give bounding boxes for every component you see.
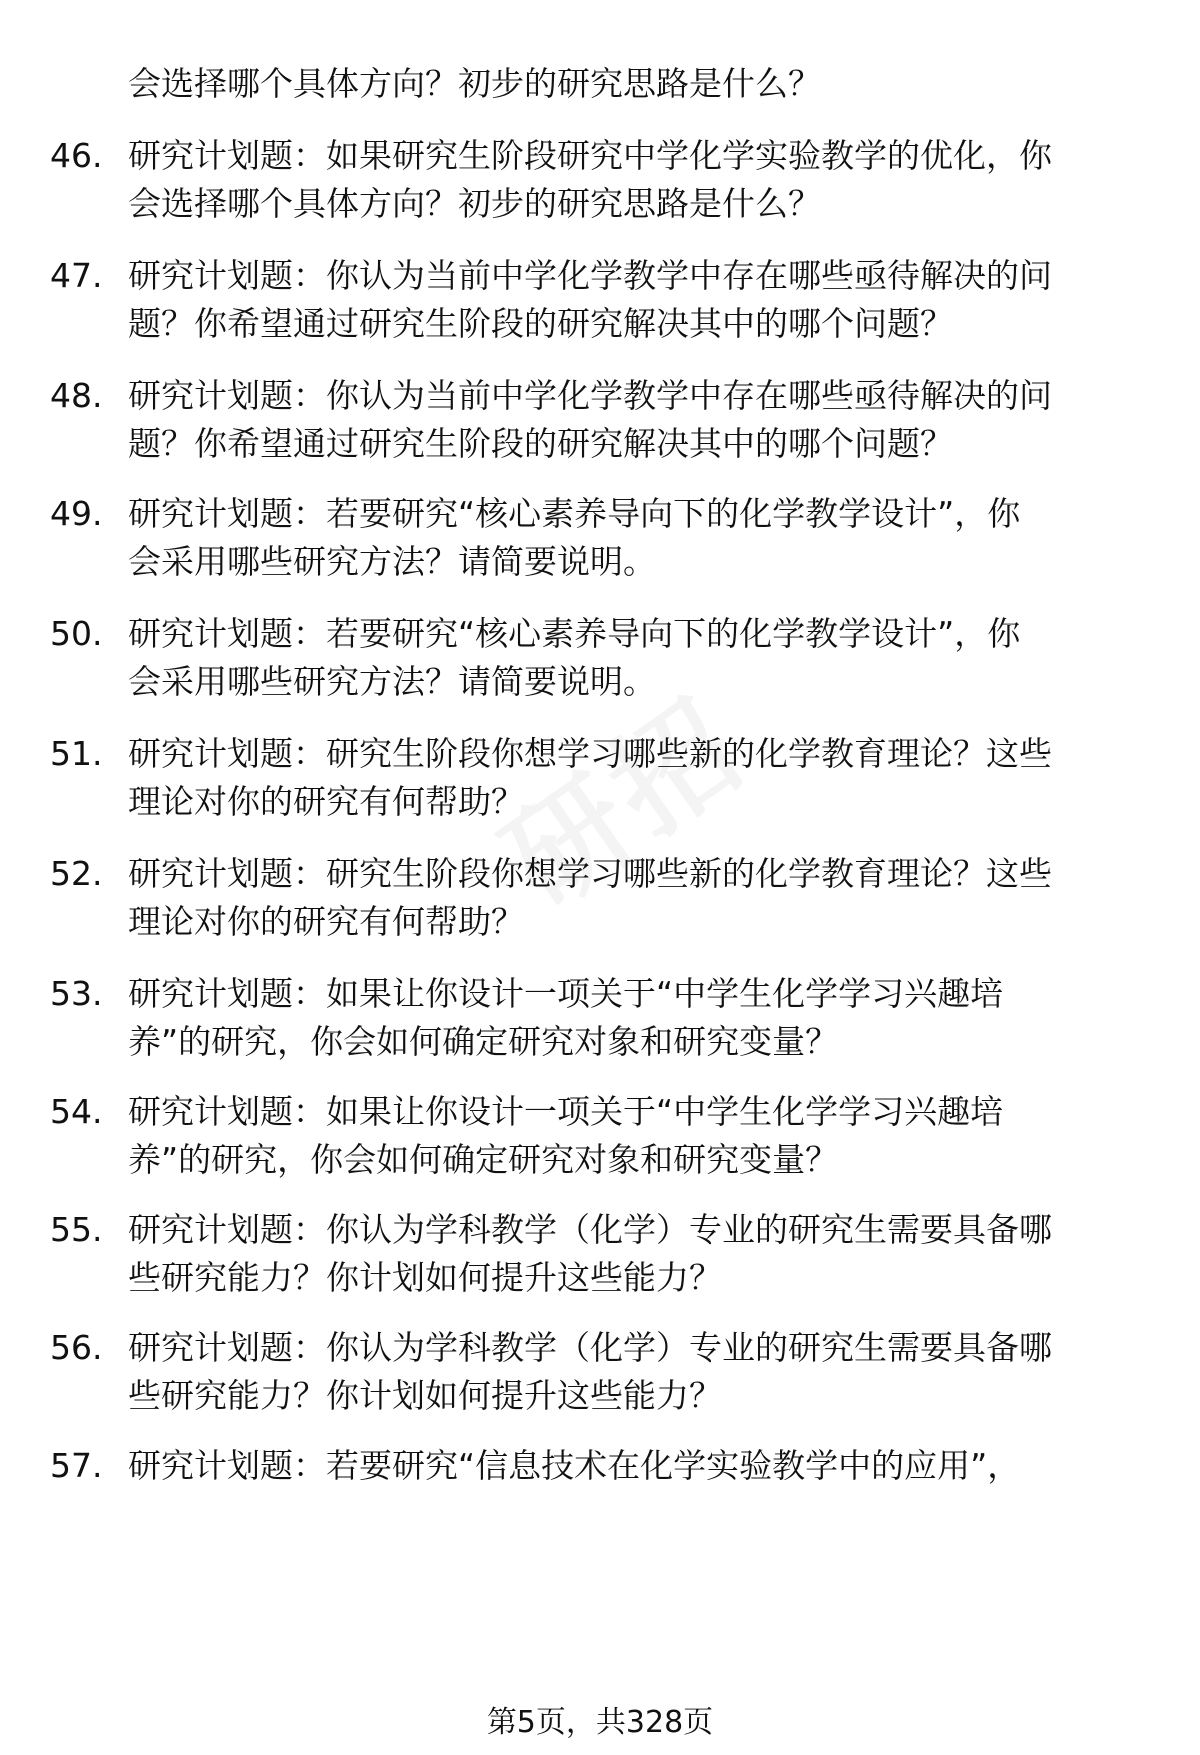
question-line: 研究计划题：你认为当前中学化学教学中存在哪些亟待解决的问 bbox=[128, 376, 1052, 415]
question-item bbox=[50, 1442, 1150, 1490]
question-number: 49. bbox=[50, 494, 103, 533]
question-number: 52. bbox=[50, 854, 103, 893]
question-line: 研究计划题：若要研究“核心素养导向下的化学教学设计”，你 bbox=[128, 614, 1021, 653]
question-number: 55. bbox=[50, 1210, 103, 1249]
question-line: 研究计划题：若要研究“信息技术在化学实验教学中的应用”， bbox=[128, 1446, 1021, 1485]
question-line: 研究计划题：研究生阶段你想学习哪些新的化学教育理论？这些 bbox=[128, 734, 1052, 773]
question-number: 57. bbox=[50, 1446, 103, 1485]
question-number: 46. bbox=[50, 136, 103, 175]
question-line: 养”的研究，你会如何确定研究对象和研究变量？ bbox=[128, 1022, 839, 1061]
question-text bbox=[128, 730, 1138, 826]
question-item bbox=[50, 1324, 1150, 1420]
question-line: 题？你希望通过研究生阶段的研究解决其中的哪个问题？ bbox=[128, 424, 953, 463]
question-line: 研究计划题：研究生阶段你想学习哪些新的化学教育理论？这些 bbox=[128, 854, 1052, 893]
question-text bbox=[128, 252, 1138, 348]
question-item bbox=[50, 850, 1150, 946]
question-line: 会选择哪个具体方向？初步的研究思路是什么？ bbox=[128, 184, 821, 223]
question-line: 理论对你的研究有何帮助？ bbox=[128, 782, 524, 821]
question-item bbox=[50, 252, 1150, 348]
question-number: 50. bbox=[50, 614, 103, 653]
question-item bbox=[50, 1206, 1150, 1302]
question-item bbox=[50, 132, 1150, 228]
question-text bbox=[128, 1206, 1138, 1302]
question-number: 54. bbox=[50, 1092, 103, 1131]
question-item bbox=[50, 730, 1150, 826]
question-text bbox=[128, 372, 1138, 468]
question-text bbox=[128, 132, 1138, 228]
question-number: 47. bbox=[50, 256, 103, 295]
question-item bbox=[50, 490, 1150, 586]
question-text bbox=[128, 490, 1138, 586]
question-text bbox=[128, 610, 1138, 706]
question-line: 题？你希望通过研究生阶段的研究解决其中的哪个问题？ bbox=[128, 304, 953, 343]
question-number: 48. bbox=[50, 376, 103, 415]
question-text bbox=[128, 1088, 1138, 1184]
question-number: 56. bbox=[50, 1328, 103, 1367]
question-line: 研究计划题：如果研究生阶段研究中学化学实验教学的优化，你 bbox=[128, 136, 1052, 175]
question-line: 养”的研究，你会如何确定研究对象和研究变量？ bbox=[128, 1140, 839, 1179]
question-text bbox=[128, 1442, 1138, 1490]
question-line: 研究计划题：你认为学科教学（化学）专业的研究生需要具备哪 bbox=[128, 1328, 1052, 1367]
question-line: 理论对你的研究有何帮助？ bbox=[128, 902, 524, 941]
question-line: 些研究能力？你计划如何提升这些能力？ bbox=[128, 1376, 722, 1415]
question-line: 研究计划题：你认为当前中学化学教学中存在哪些亟待解决的问 bbox=[128, 256, 1052, 295]
question-line: 会采用哪些研究方法？请简要说明。 bbox=[128, 662, 656, 701]
question-text bbox=[128, 850, 1138, 946]
question-item bbox=[50, 970, 1150, 1066]
question-line: 研究计划题：你认为学科教学（化学）专业的研究生需要具备哪 bbox=[128, 1210, 1052, 1249]
question-line: 研究计划题：若要研究“核心素养导向下的化学教学设计”，你 bbox=[128, 494, 1021, 533]
question-text bbox=[128, 970, 1138, 1066]
question-item bbox=[50, 610, 1150, 706]
question-line: 研究计划题：如果让你设计一项关于“中学生化学学习兴趣培 bbox=[128, 1092, 1004, 1131]
intro-line: 会选择哪个具体方向？初步的研究思路是什么？ bbox=[128, 64, 821, 103]
question-number: 51. bbox=[50, 734, 103, 773]
question-line: 研究计划题：如果让你设计一项关于“中学生化学学习兴趣培 bbox=[128, 974, 1004, 1013]
question-item bbox=[50, 1088, 1150, 1184]
question-item bbox=[50, 372, 1150, 468]
question-line: 些研究能力？你计划如何提升这些能力？ bbox=[128, 1258, 722, 1297]
question-line: 会采用哪些研究方法？请简要说明。 bbox=[128, 542, 656, 581]
page-footer: 第5页，共328页 bbox=[486, 1705, 714, 1740]
question-text bbox=[128, 1324, 1138, 1420]
question-number: 53. bbox=[50, 974, 103, 1013]
